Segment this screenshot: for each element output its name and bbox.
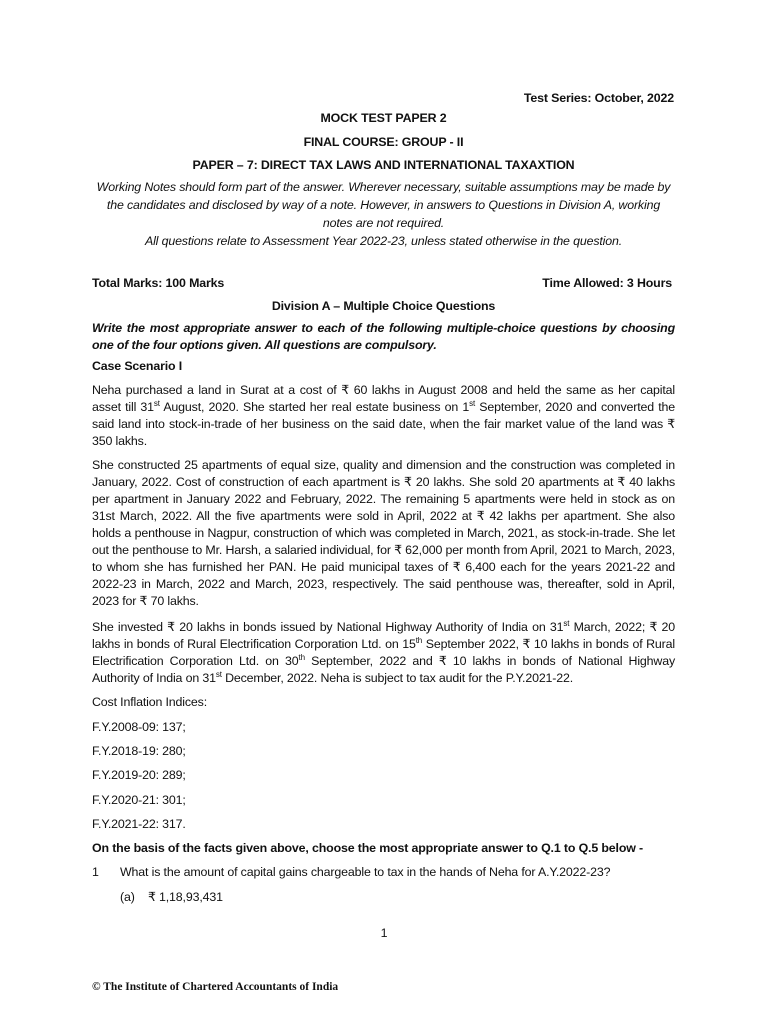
option-label: (a) — [120, 890, 135, 904]
working-notes-instruction: Working Notes should form part of the answer. Wherever necessary, suitable assumptions may be made by the candidates and disclosed by way of a note. However, in answers to Questions in Division A, working notes are not required. — [96, 180, 671, 230]
case-paragraph-2: She constructed 25 apartments of equal size, quality and dimension and the construction was completed in January, 2022. Cost of construction of each apartment is ₹ 20 lakhs. She sold 20 apartments at ₹ 40 lakhs per apartment in January 2022 and February, 2022. The remaining 5 apartments were held in stock as on 31st March, 2022. All the five apartments were sold in April, 2022 at ₹ 42 lakhs per apartment. She also holds a penthouse in Nagpur, construction of which was completed in March, 2021, as stock-in-trade. She let out the penthouse to Mr. Harsh, a salaried individual, for ₹ 62,000 per month from April, 2021 to March, 2023, to whom she has furnished her PAN. He paid municipal taxes of ₹ 6,400 each for the years 2021-22 and 2022-23 in March, 2022 and March, 2023, respectively. The said penthouse was, thereafter, sold in April, 2023 for ₹ 70 lakhs. — [92, 458, 675, 608]
paper-title: PAPER – 7: DIRECT TAX LAWS AND INTERNATIONAL TAXAXTION — [192, 158, 575, 172]
question-number: 1 — [92, 865, 99, 879]
time-allowed: Time Allowed: 3 Hours — [542, 276, 672, 290]
assessment-year-note: All questions relate to Assessment Year 2022-23, unless stated otherwise in the question. — [144, 234, 623, 248]
division-title: Division A – Multiple Choice Questions — [271, 299, 496, 313]
cii-heading: Cost Inflation Indices: — [92, 695, 208, 709]
cii-item: F.Y.2008-09: 137; — [92, 720, 186, 734]
question-text: What is the amount of capital gains chargeable to tax in the hands of Neha for A.Y.2022-23? — [120, 865, 611, 879]
test-series-label: Test Series: October, 2022 — [523, 91, 674, 105]
case-paragraph-1: Neha purchased a land in Surat at a cost of ₹ 60 lakhs in August 2008 and held the same as her capital asset till 31st August, 2020. She started her real estate business on 1st September, 2020 and converted the said land into stock-in-trade of her business on the said date, when the fair market value of the land was ₹ 350 lakhs. — [92, 383, 675, 448]
case-scenario-heading: Case Scenario I — [92, 359, 183, 373]
footer-copyright: © The Institute of Chartered Accountants of India — [92, 981, 339, 993]
division-instruction: Write the most appropriate answer to each of the following multiple-choice questions by choosing one of the four options given. All questions are compulsory. — [92, 321, 675, 352]
cii-item: F.Y.2020-21: 301; — [92, 793, 186, 807]
case-paragraph-3: She invested ₹ 20 lakhs in bonds issued by National Highway Authority of India on 31st March, 2022; ₹ 20 lakhs in bonds of Rural Electrification Corporation Ltd. on 15th September 2022, ₹ 10 lakhs in bonds of Rural Electrification Corporation Ltd. on 30th September, 2022 and ₹ 10 lakhs in bonds of National Highway Authority of India on 31st December, 2022. Neha is subject to tax audit for the P.Y.2021-22. — [92, 618, 676, 685]
course-title: FINAL COURSE: GROUP - II — [303, 135, 464, 149]
page-number: 1 — [380, 926, 388, 940]
total-marks: Total Marks: 100 Marks — [92, 276, 225, 290]
cii-item: F.Y.2021-22: 317. — [92, 817, 186, 831]
basis-instruction: On the basis of the facts given above, choose the most appropriate answer to Q.1 to Q.5 below - — [92, 841, 644, 855]
cii-item: F.Y.2018-19: 280; — [92, 744, 186, 758]
option-value: ₹ 1,18,93,431 — [148, 890, 223, 904]
cii-item: F.Y.2019-20: 289; — [92, 768, 186, 782]
mock-test-title: MOCK TEST PAPER 2 — [320, 111, 447, 125]
